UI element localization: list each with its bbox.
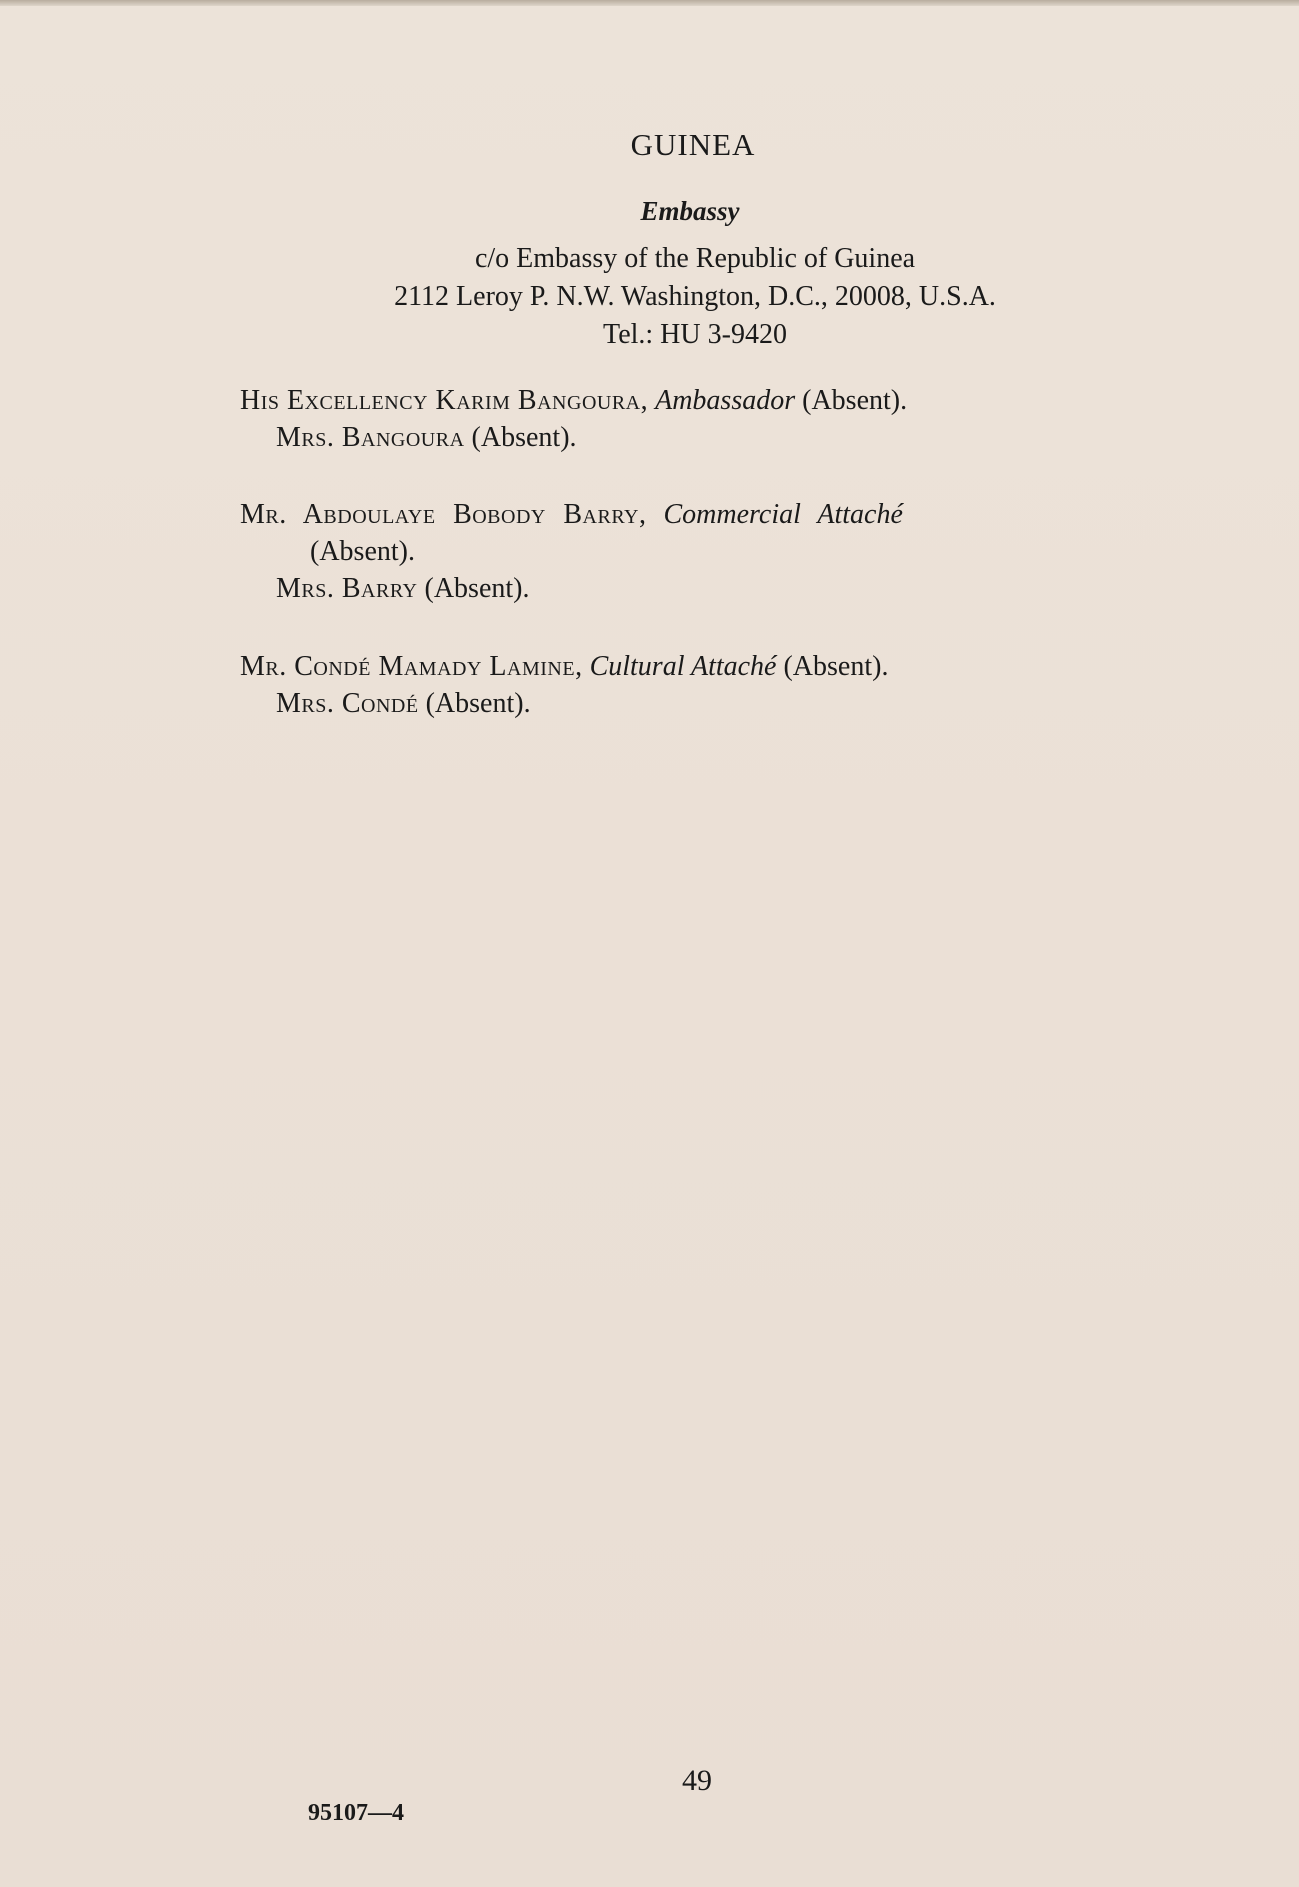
- spouse-status: (Absent).: [425, 688, 531, 719]
- spouse-status: (Absent).: [424, 573, 530, 604]
- entry-main-line: [240, 382, 1160, 419]
- address-telephone: Tel.: HU 3-9420: [603, 319, 787, 350]
- staff-status: (Absent).: [783, 651, 889, 682]
- address-block: [0, 240, 1299, 354]
- country-title: GUINEA: [630, 127, 756, 162]
- staff-name: His Excellency Karim Bangoura,: [240, 385, 649, 416]
- staff-status: (Absent).: [310, 536, 415, 567]
- staff-title: Commercial Attaché: [663, 499, 903, 530]
- section-heading: Embassy: [640, 196, 740, 226]
- staff-entry-commercial-attache: [240, 496, 1160, 607]
- entry-main-line: [240, 496, 1160, 533]
- spouse-name: Mrs. Bangoura: [276, 422, 465, 453]
- spouse-status: (Absent).: [471, 422, 577, 453]
- page-top-edge: [0, 0, 1299, 6]
- entry-spouse-line: [240, 419, 1160, 456]
- staff-entry-ambassador: [240, 382, 1160, 456]
- staff-entry-cultural-attache: [240, 648, 1160, 722]
- entry-spouse-line: [240, 570, 1160, 607]
- staff-title: Cultural Attaché: [589, 651, 777, 682]
- print-code: 95107—4: [308, 1800, 404, 1826]
- staff-status: (Absent).: [802, 385, 908, 416]
- entry-spouse-line: [240, 685, 1160, 722]
- address-line-2: 2112 Leroy P. N.W. Washington, D.C., 20008, U.S.A.: [394, 281, 996, 312]
- address-line-1: c/o Embassy of the Republic of Guinea: [474, 243, 916, 274]
- staff-name: Mr. Condé Mamady Lamine,: [240, 651, 583, 682]
- entry-continuation-line: [240, 533, 1160, 570]
- page-number: 49: [682, 1764, 712, 1797]
- spouse-name: Mrs. Barry: [276, 573, 418, 604]
- staff-name: Mr. Abdoulaye Bobody Barry,: [240, 499, 647, 530]
- staff-title: Ambassador: [655, 385, 796, 416]
- entry-main-line: [240, 648, 1160, 685]
- spouse-name: Mrs. Condé: [276, 688, 419, 719]
